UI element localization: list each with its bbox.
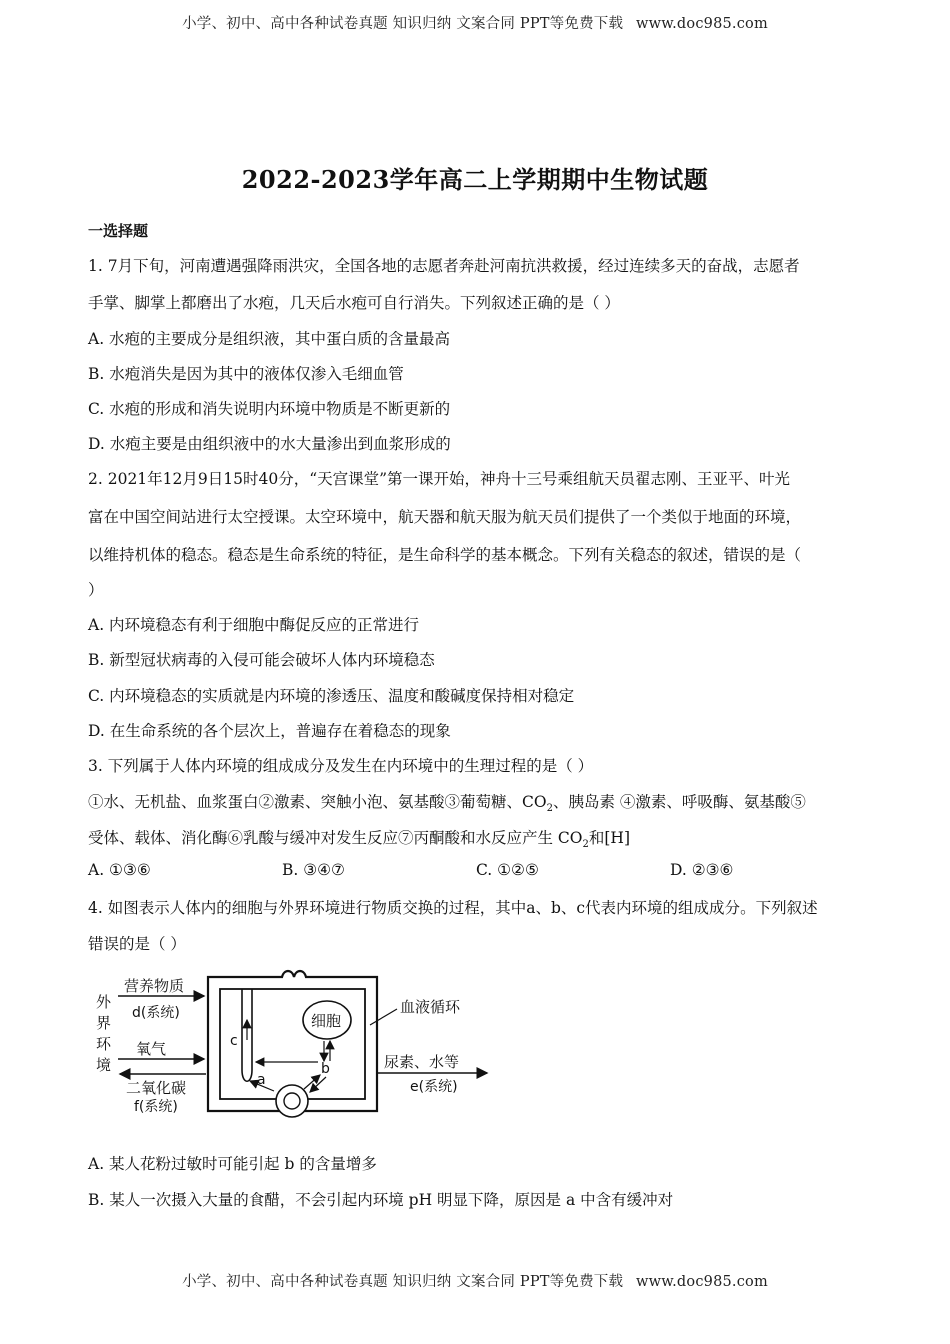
outer-env-char-2: 界: [96, 1014, 112, 1032]
q4-stem-line1: 4. 如图表示人体内的细胞与外界环境进行物质交换的过程，其中a、b、c代表内环境的组成成分。下列叙述: [88, 899, 818, 917]
q3-items-line2-a: 受体、载体、消化酶⑥乳酸与缓冲对发生反应⑦丙酮酸和水反应产生 CO: [88, 829, 583, 847]
q3-stem-line1: 3. 下列属于人体内环境的组成成分及发生在内环境中的生理过程的是（ ）: [88, 757, 594, 775]
outer-env-char-3: 环: [96, 1035, 112, 1053]
label-b: b: [321, 1061, 330, 1077]
co2-label: 二氧化碳: [126, 1079, 187, 1097]
label-a: a: [257, 1072, 266, 1088]
q3-items-line1-a: ①水、无机盐、血浆蛋白②激素、突触小泡、氨基酸③葡萄糖、CO: [88, 793, 547, 811]
header-text: 小学、初中、高中各种试卷真题 知识归纳 文案合同 PPT等免费下载: [182, 16, 624, 32]
q1-option-c[interactable]: C. 水疱的形成和消失说明内环境中物质是不断更新的: [88, 400, 451, 418]
capillary-inner: [284, 1093, 300, 1109]
page-header: [0, 12, 950, 33]
f-system-label: f(系统): [134, 1099, 178, 1115]
q2-stem-line1: 2. 2021年12月9日15时40分，“天宫课堂”第一课开始，神舟十三号乘组航天员翟志刚、王亚平、叶光: [88, 470, 791, 488]
page-footer: [0, 1270, 950, 1291]
footer-text: 小学、初中、高中各种试卷真题 知识归纳 文案合同 PPT等免费下载: [182, 1274, 624, 1290]
q1-option-d[interactable]: D. 水疱主要是由组织液中的水大量渗出到血浆形成的: [88, 435, 451, 453]
q3-items-line1: [88, 790, 806, 814]
q4-stem-line2: 错误的是（ ）: [88, 935, 186, 953]
subscript-2: 2: [582, 839, 589, 851]
q1-stem-line1: 1. 7月下旬，河南遭遇强降雨洪灾，全国各地的志愿者奔赴河南抗洪救援，经过连续多天的奋战，志愿者: [88, 257, 800, 275]
q1-option-b[interactable]: B. 水疱消失是因为其中的液体仅渗入毛细血管: [88, 365, 404, 383]
nutrients-label: 营养物质: [124, 977, 185, 995]
blood-circulation-label: 血液循环: [400, 998, 461, 1016]
label-c: c: [230, 1033, 238, 1049]
q3-option-b[interactable]: B. ③④⑦: [282, 861, 345, 879]
blood-circulation-pointer: [370, 1009, 397, 1025]
q2-option-c[interactable]: C. 内环境稳态的实质就是内环境的渗透压、温度和酸碱度保持相对稳定: [88, 687, 575, 705]
q3-option-a[interactable]: A. ①③⑥: [88, 861, 151, 879]
footer-site-link[interactable]: www.doc985.com: [635, 1274, 768, 1290]
e-system-label: e(系统): [410, 1079, 458, 1095]
q1-option-a[interactable]: A. 水疱的主要成分是组织液，其中蛋白质的含量最高: [88, 330, 451, 348]
body-exchange-diagram: [92, 965, 512, 1125]
outer-env-char-4: 境: [96, 1056, 112, 1074]
page-title: 2022-2023学年高二上学期期中生物试题: [241, 165, 709, 194]
outer-env-char-1: 外: [96, 993, 112, 1011]
header-site-link[interactable]: www.doc985.com: [635, 16, 768, 32]
q2-stem-line4: ）: [88, 581, 104, 599]
q2-stem-line3: 以维持机体的稳态。稳态是生命系统的特征，是生命科学的基本概念。下列有关稳态的叙述，错误的是（: [88, 546, 802, 564]
q2-option-a[interactable]: A. 内环境稳态有利于细胞中酶促反应的正常进行: [88, 616, 420, 634]
oxygen-label: 氧气: [136, 1040, 167, 1058]
cell-label: 细胞: [311, 1012, 342, 1030]
a-to-b-arrow: [304, 1075, 320, 1089]
q3-option-c[interactable]: C. ①②⑤: [476, 861, 539, 879]
q4-option-a[interactable]: A. 某人花粉过敏时可能引起 b 的含量增多: [88, 1155, 377, 1173]
subscript-2: 2: [546, 803, 553, 815]
d-system-label: d(系统): [132, 1005, 180, 1021]
b-to-a-arrow: [310, 1077, 326, 1092]
urea-water-label: 尿素、水等: [384, 1053, 460, 1071]
q2-option-b[interactable]: B. 新型冠状病毒的入侵可能会破坏人体内环境稳态: [88, 651, 435, 669]
q2-option-d[interactable]: D. 在生命系统的各个层次上，普遍存在着稳态的现象: [88, 722, 451, 740]
section-heading: 一选择题: [88, 222, 149, 240]
q3-items-line2: [88, 826, 630, 850]
q4-option-b[interactable]: B. 某人一次摄入大量的食醋，不会引起内环境 pH 明显下降，原因是 a 中含有缓冲对: [88, 1191, 674, 1209]
q3-option-d[interactable]: D. ②③⑥: [670, 861, 734, 879]
q3-items-line1-b: 、胰岛素 ④激素、呼吸酶、氨基酸⑤: [552, 793, 806, 811]
q2-stem-line2: 富在中国空间站进行太空授课。太空环境中，航天器和航天服为航天员们提供了一个类似于地面的环境，: [88, 508, 802, 526]
q1-stem-line2: 手掌、脚掌上都磨出了水疱，几天后水疱可自行消失。下列叙述正确的是（ ）: [88, 294, 620, 312]
q3-items-line2-b: 和[H]: [588, 829, 630, 847]
